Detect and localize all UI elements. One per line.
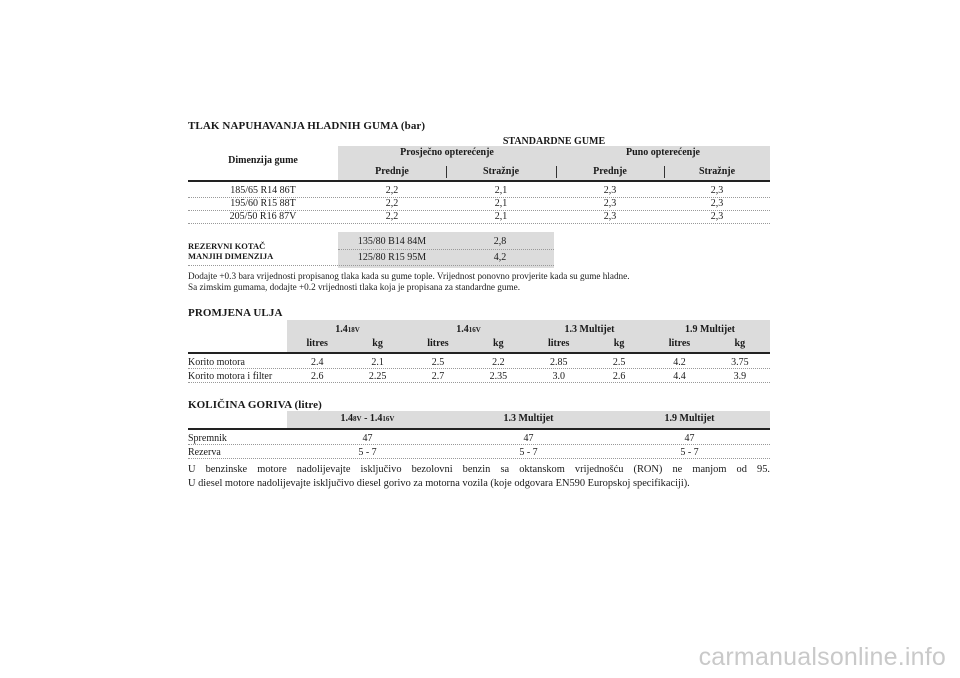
- fuel-engine-1-a-sub: 8V: [353, 415, 362, 423]
- oil-header-rule: [188, 352, 770, 354]
- tyre-value: 2,3: [710, 185, 724, 196]
- tyre-load-average: Prosječno opterećenje: [400, 147, 494, 158]
- tyre-dimension: 195/60 R15 88T: [230, 198, 296, 209]
- row-divider: [188, 444, 770, 445]
- row-divider: [188, 382, 770, 383]
- tyre-dimension-label: Dimenzija gume: [228, 155, 298, 166]
- tyre-value: 2,1: [494, 198, 508, 209]
- tyre-notes: [188, 271, 788, 293]
- oil-unit: litres: [547, 338, 570, 349]
- tyre-note-warm: Dodajte +0.3 bara vrijednosti propisanog tlaka kada su gume tople. Vrijednost ponovno provjerite kada su gume hladne.: [188, 271, 630, 281]
- row-divider: [338, 249, 554, 250]
- tyre-value: 2,1: [494, 211, 508, 222]
- tyre-table: [188, 184, 770, 223]
- oil-row-label: Korito motora: [188, 356, 245, 368]
- tyre-pressure-heading: TLAK NAPUHAVANJA HLADNIH GUMA (bar): [188, 120, 426, 132]
- fuel-engine-1-sep: - 1.4: [361, 413, 383, 424]
- oil-unit: litres: [668, 338, 691, 349]
- oil-value: 2.1: [371, 356, 384, 368]
- oil-unit: kg: [493, 338, 504, 349]
- fuel-note-petrol: U benzinske motore nadolijevajte isključivo bezolovni benzin sa oktanskom vrijednošću (RON) ne manjom od 95.: [188, 464, 770, 475]
- tyre-value: 2,3: [710, 211, 724, 222]
- oil-value: 2.35: [489, 370, 508, 382]
- oil-unit: litres: [427, 338, 449, 349]
- oil-engine-1-main: 1.4: [335, 324, 348, 335]
- fuel-header-rule: [188, 428, 770, 430]
- spare-wheel-label: [188, 241, 273, 261]
- oil-units-row: [287, 338, 770, 349]
- tyre-col-separator: [556, 166, 557, 178]
- oil-unit: kg: [613, 338, 625, 349]
- oil-engine-3: 1.3 Multijet: [564, 324, 615, 335]
- tyre-dimension: 185/65 R14 86T: [230, 185, 296, 196]
- spare-dimension: 125/80 R15 95M: [357, 252, 427, 263]
- row-divider: [188, 368, 770, 369]
- oil-change-heading: PROMJENA ULJA: [188, 307, 283, 319]
- table-row: [188, 184, 770, 197]
- spare-dimension: 135/80 B14 84M: [357, 236, 427, 247]
- table-row: [188, 355, 770, 369]
- watermark: carmanualsonline.info: [698, 643, 946, 671]
- row-divider: [188, 210, 770, 211]
- oil-value: 3.9: [733, 370, 747, 382]
- row-divider: [188, 458, 770, 459]
- oil-engine-1-sub: 18V: [347, 326, 360, 334]
- fuel-notes: [188, 463, 770, 491]
- oil-value: 3.75: [731, 356, 749, 368]
- oil-engine-2: [408, 324, 529, 335]
- fuel-quantity-heading: KOLIČINA GORIVA (litre): [188, 399, 322, 411]
- fuel-table: [188, 431, 770, 459]
- oil-row-label: Korito motora i filter: [188, 370, 273, 382]
- tyre-value: 2,1: [494, 185, 508, 196]
- row-divider: [188, 197, 770, 198]
- tyre-value: 2,3: [710, 198, 724, 209]
- fuel-engine-1-a: 1.4: [340, 413, 354, 424]
- tyre-header-rule: [188, 180, 770, 182]
- fuel-value: 47: [684, 432, 695, 444]
- tyre-value: 2,2: [385, 211, 399, 222]
- oil-table: [188, 355, 770, 383]
- spare-value: 2,8: [493, 236, 507, 247]
- oil-value: 2.25: [368, 370, 387, 382]
- oil-engine-4: 1.9 Multijet: [685, 324, 735, 335]
- oil-value: 4.2: [673, 356, 686, 368]
- oil-value: 2.6: [310, 370, 324, 382]
- oil-engine-2-sub: 16V: [468, 326, 481, 334]
- tyre-value: 2,3: [603, 198, 617, 209]
- oil-value: 2.5: [612, 356, 626, 368]
- tyre-col-rear-full: Stražnje: [698, 166, 736, 177]
- row-divider: [188, 223, 770, 224]
- tyre-dimension: 205/50 R16 87V: [229, 211, 297, 222]
- row-divider: [188, 265, 554, 266]
- tyre-value: 2,2: [385, 198, 399, 209]
- spare-wheel-label-line1: REZERVNI KOTAČ: [188, 241, 266, 251]
- oil-unit: litres: [306, 338, 328, 349]
- oil-engine-1: [287, 324, 408, 335]
- table-row: [188, 431, 770, 445]
- oil-unit: kg: [372, 338, 383, 349]
- tyre-col-front-avg: Prednje: [375, 166, 409, 177]
- tyre-col-front-full: Prednje: [593, 166, 627, 177]
- tyre-note-winter: Sa zimskim gumama, dodajte +0.2 vrijednosti tlaka koja je propisana za standardne gume.: [188, 282, 521, 292]
- oil-value: 2.5: [431, 356, 445, 368]
- tyre-value: 2,3: [603, 211, 617, 222]
- fuel-value: 47: [523, 432, 534, 444]
- tyre-col-separator: [664, 166, 665, 178]
- table-row: [188, 445, 770, 459]
- fuel-engine-2: 1.3 Multijet: [503, 413, 554, 424]
- fuel-value: 5 - 7: [680, 446, 699, 458]
- spare-value: 4,2: [493, 252, 507, 263]
- oil-value: 2.4: [310, 356, 324, 368]
- fuel-engine-1: [287, 413, 448, 424]
- fuel-value: 47: [362, 432, 373, 444]
- fuel-engine-1-b-sub: 16V: [382, 415, 395, 423]
- fuel-row-label: Rezerva: [188, 446, 221, 458]
- oil-engine-2-main: 1.4: [456, 324, 469, 335]
- oil-value: 2.7: [431, 370, 445, 382]
- tyre-value: 2,3: [603, 185, 617, 196]
- fuel-value: 5 - 7: [358, 446, 377, 458]
- tyre-col-separator: [446, 166, 447, 178]
- fuel-value: 5 - 7: [519, 446, 538, 458]
- table-row: [188, 369, 770, 383]
- oil-value: 2.85: [549, 356, 568, 368]
- oil-value: 2.2: [492, 356, 505, 368]
- tyre-col-rear-avg: Stražnje: [482, 166, 520, 177]
- fuel-engine-3: 1.9 Multijet: [664, 413, 715, 424]
- table-row: [188, 210, 770, 223]
- tyre-load-full: Puno opterećenje: [626, 147, 700, 158]
- tyre-value: 2,2: [385, 185, 399, 196]
- table-row: [188, 197, 770, 210]
- spare-wheel-label-line2: MANJIH DIMENZIJA: [188, 251, 274, 261]
- tyre-group-label: STANDARDNE GUME: [502, 136, 606, 147]
- fuel-note-diesel: U diesel motore nadolijevajte isključivo diesel gorivo za motorna vozila (koje odgovara EN590 Europskoj specifikaciji).: [188, 478, 690, 489]
- oil-value: 3.0: [552, 370, 565, 382]
- oil-value: 2.6: [612, 370, 626, 382]
- oil-value: 4.4: [673, 370, 686, 382]
- fuel-row-label: Spremnik: [188, 432, 227, 444]
- oil-unit: kg: [734, 338, 746, 349]
